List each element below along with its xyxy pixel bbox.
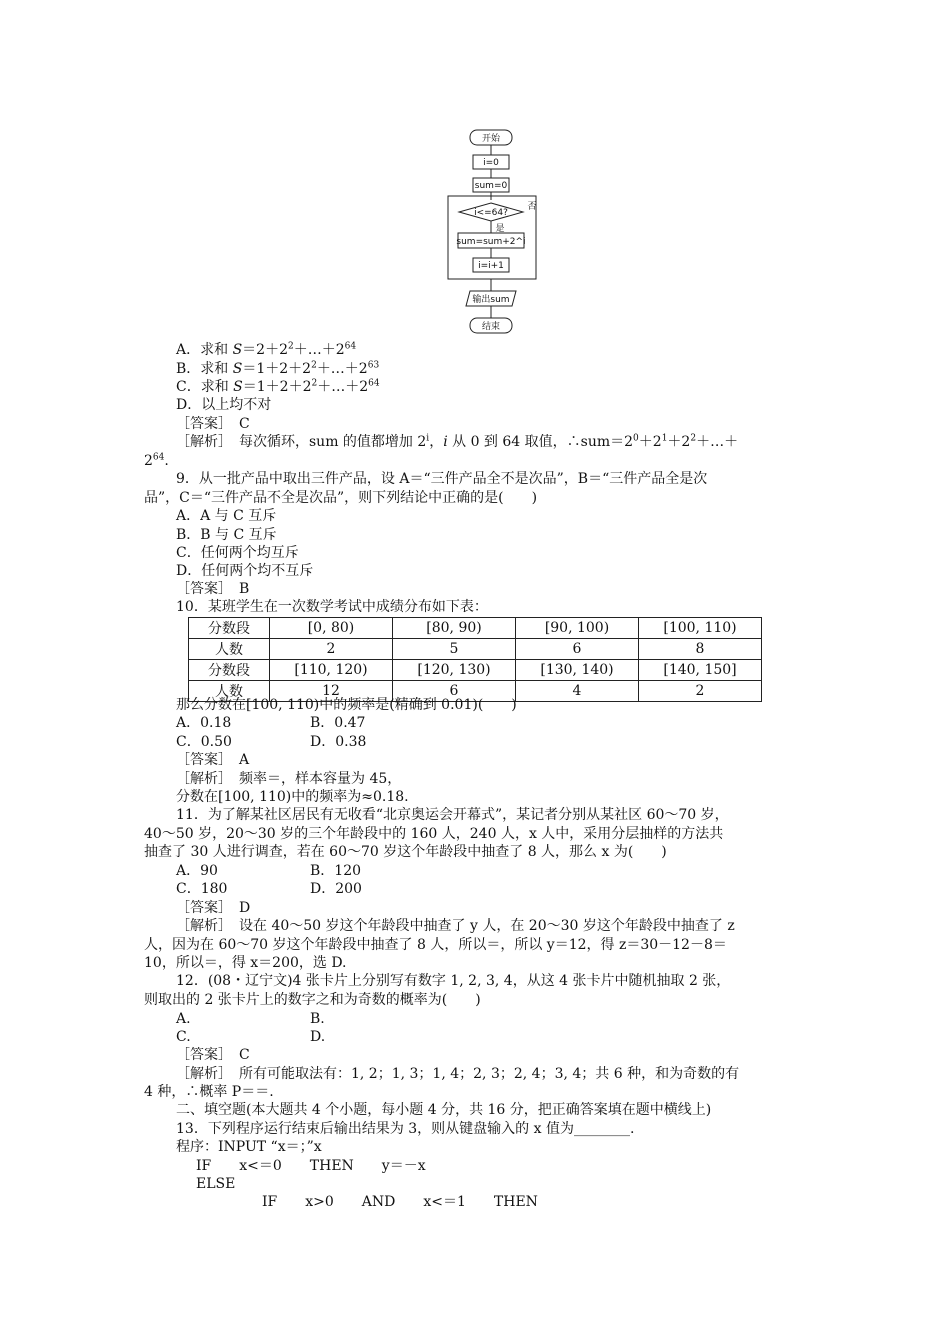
table-cell: [130, 140) bbox=[516, 660, 639, 681]
q9-option-c: C．任何两个均互斥 bbox=[176, 545, 299, 561]
table-cell: 分数段 bbox=[189, 618, 270, 639]
flow-init-i-label: i=0 bbox=[483, 158, 499, 168]
q12-answer: ［答案］ C bbox=[176, 1047, 250, 1063]
q12-option-d: D. bbox=[310, 1029, 326, 1045]
q9-option-d: D．任何两个均不互斥 bbox=[176, 563, 314, 579]
q13-program-line4: IF x>0 AND x<＝1 THEN bbox=[262, 1194, 538, 1210]
q9-answer: ［答案］ B bbox=[176, 581, 250, 597]
q11-option-a: A．90 bbox=[176, 863, 218, 879]
q9-option-b: B．B 与 C 互斥 bbox=[176, 527, 277, 543]
table-cell: [120, 130) bbox=[393, 660, 516, 681]
q8-analysis-line2: $2^{64}$. bbox=[144, 452, 169, 469]
q8-option-a: A．求和 $S=2+2^2+\dots+2^{64}$ bbox=[176, 341, 357, 358]
q11-option-d: D．200 bbox=[310, 881, 362, 897]
flow-output-label: 输出sum bbox=[472, 295, 510, 305]
table-cell: 6 bbox=[393, 681, 516, 702]
table-cell: 2 bbox=[270, 639, 393, 660]
q8-option-c: C．求和 $S=1+2+2^2+\dots+2^{64}$ bbox=[176, 378, 380, 395]
table-cell: 2 bbox=[639, 681, 762, 702]
q10-option-a: A．0.18 bbox=[176, 715, 232, 731]
table-cell: [110, 120) bbox=[270, 660, 393, 681]
q12-option-b: B. bbox=[310, 1011, 325, 1027]
q11-analysis-line1: ［解析］ 设在 40～50 岁这个年龄段中抽查了 y 人，在 20～30 岁这个年龄段中抽查了 z bbox=[176, 918, 735, 934]
q11-option-b: B．120 bbox=[310, 863, 362, 879]
q11-stem-line2: 40～50 岁，20～30 岁的三个年龄段中的 160 人，240 人，x 人中，采用分层抽样的方法共 bbox=[144, 826, 724, 842]
q9-stem-line2: 品”，C＝“三件产品不全是次品”，则下列结论中正确的是( ) bbox=[144, 490, 538, 506]
flow-condition-label: i<=64? bbox=[474, 208, 508, 218]
q13-program-line3: ELSE bbox=[196, 1176, 236, 1192]
table-cell: 6 bbox=[516, 639, 639, 660]
flow-init-sum-label: sum=0 bbox=[474, 181, 508, 191]
flow-no-label: 否 bbox=[527, 202, 537, 212]
q13-stem: 13．下列程序运行结束后输出结果为 3，则从键盘输入的 x 值为________. bbox=[176, 1121, 635, 1137]
table-cell: 12 bbox=[270, 681, 393, 702]
table-row bbox=[189, 618, 762, 639]
flowchart bbox=[440, 127, 550, 339]
q10-question: 那么分数在[100, 110)中的频率是(精确到 0.01)( ) bbox=[176, 697, 517, 713]
table-cell: [90, 100) bbox=[516, 618, 639, 639]
q10-analysis-line2: 分数在[100, 110)中的频率为≈0.18. bbox=[176, 789, 409, 805]
q10-stem: 10．某班学生在一次数学考试中成绩分布如下表： bbox=[176, 599, 488, 615]
table-cell: [100, 110) bbox=[639, 618, 762, 639]
q11-stem-line3: 抽查了 30 人进行调查，若在 60～70 岁这个年龄段中抽查了 8 人，那么 x 为( ) bbox=[144, 844, 667, 860]
q10-option-b: B．0.47 bbox=[310, 715, 366, 731]
table-cell: [140, 150] bbox=[639, 660, 762, 681]
flow-end-label: 结束 bbox=[481, 322, 501, 332]
q12-stem-line1: 12．(08・辽宁文)4 张卡片上分别写有数字 1, 2, 3, 4，从这 4 张卡片中随机抽取 2 张， bbox=[176, 973, 731, 989]
q10-answer: ［答案］ A bbox=[176, 752, 250, 768]
q11-stem-line1: 11．为了解某社区居民有无收看“北京奥运会开幕式”，某记者分别从某社区 60～70 岁， bbox=[176, 807, 729, 823]
score-distribution-table bbox=[188, 617, 762, 702]
q12-analysis-line1: ［解析］ 所有可能取法有：1, 2；1, 3；1, 4；2, 3；2, 4；3, 4；共 6 种，和为奇数的有 bbox=[176, 1066, 740, 1082]
q8-option-b: B．求和 $S=1+2+2^2+\dots+2^{63}$ bbox=[176, 360, 380, 377]
q10-analysis-line1: ［解析］ 频率＝，样本容量为 45， bbox=[176, 771, 402, 787]
q12-option-a: A. bbox=[176, 1011, 191, 1027]
q12-analysis-line2: 4 种，∴概率 P＝＝. bbox=[144, 1084, 274, 1100]
table-cell: 人数 bbox=[189, 681, 270, 702]
table-cell: 4 bbox=[516, 681, 639, 702]
flow-incr-label: i=i+1 bbox=[478, 261, 504, 271]
table-cell: 人数 bbox=[189, 639, 270, 660]
q12-option-c: C. bbox=[176, 1029, 191, 1045]
table-row bbox=[189, 639, 762, 660]
q8-option-d: D．以上均不对 bbox=[176, 397, 272, 413]
q11-analysis-line3: 10，所以＝，得 x＝200，选 D. bbox=[144, 955, 347, 971]
flow-yes-label: 是 bbox=[495, 224, 505, 234]
flow-body-label: sum=sum+2^i bbox=[456, 237, 526, 247]
q10-option-c: C．0.50 bbox=[176, 734, 232, 750]
q8-analysis-line1: ［解析］ 每次循环，sum 的值都增加 2$^i$，i 从 0 到 64 取值，$\therefore sum=2^0+2^1+2^2+\dots+$ bbox=[176, 433, 739, 450]
q8-answer: ［答案］ C bbox=[176, 416, 250, 432]
q13-program-line2: IF x<＝0 THEN y＝－x bbox=[196, 1158, 426, 1174]
table-row bbox=[189, 660, 762, 681]
q12-stem-line2: 则取出的 2 张卡片上的数字之和为奇数的概率为( ) bbox=[144, 992, 481, 1008]
table-cell: 8 bbox=[639, 639, 762, 660]
section-heading: 二、填空题(本大题共 4 个小题，每小题 4 分，共 16 分，把正确答案填在题中横线上) bbox=[176, 1102, 712, 1118]
flow-start-label: 开始 bbox=[481, 134, 501, 144]
q11-option-c: C．180 bbox=[176, 881, 228, 897]
table-cell: [0, 80) bbox=[270, 618, 393, 639]
table-cell: 5 bbox=[393, 639, 516, 660]
q9-option-a: A．A 与 C 互斥 bbox=[176, 508, 277, 524]
q13-program-line1: 程序：INPUT “x＝；”x bbox=[176, 1139, 322, 1155]
q10-option-d: D．0.38 bbox=[310, 734, 367, 750]
q11-analysis-line2: 人，因为在 60～70 岁这个年龄段中抽查了 8 人，所以＝，所以 y＝12，得 z＝30－12－8＝ bbox=[144, 937, 727, 953]
q11-answer: ［答案］ D bbox=[176, 900, 251, 916]
table-cell: [80, 90) bbox=[393, 618, 516, 639]
q9-stem-line1: 9．从一批产品中取出三件产品，设 A＝“三件产品全不是次品”，B＝“三件产品全是次 bbox=[176, 471, 708, 487]
table-cell: 分数段 bbox=[189, 660, 270, 681]
